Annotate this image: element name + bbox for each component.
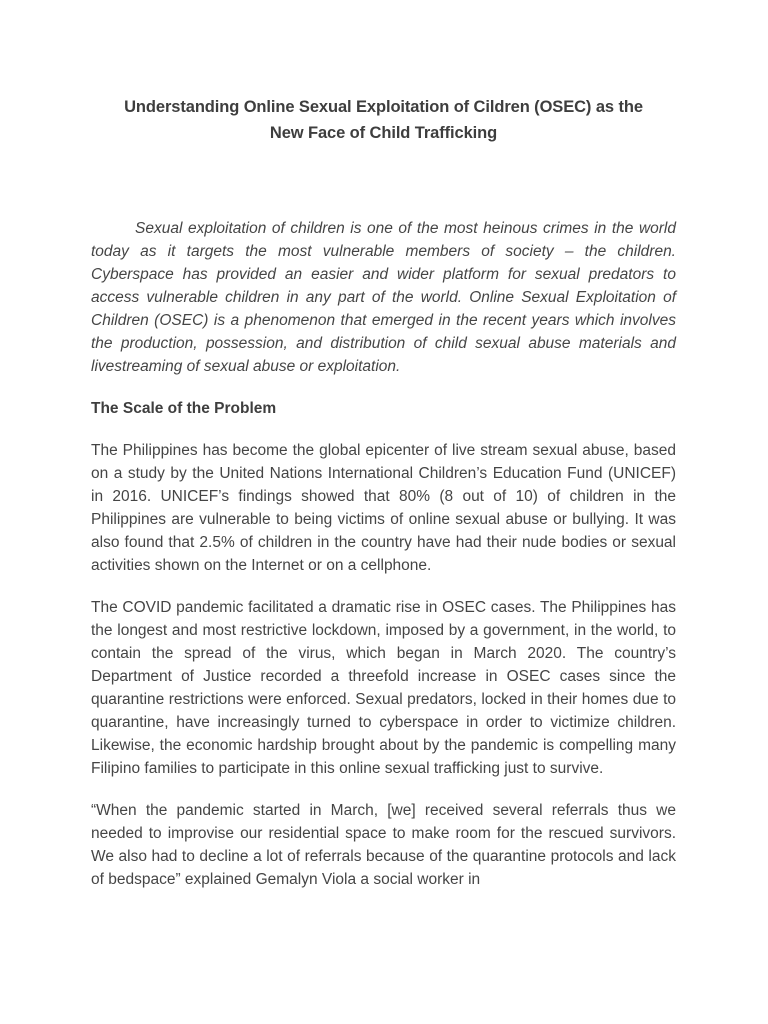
- body-paragraph-1: The Philippines has become the global epicenter of live stream sexual abuse, based on a study by the United Nations International Children’s Education Fund (UNICEF) in 2016. UNICEF’s findings showed that 80% (8 out of 10) of children in the Philippines are vulnerable to being victims of online sexual abuse or bullying. It was also found that 2.5% of children in the country have had their nude bodies or sexual activities shown on the Internet or on a cellphone.: [91, 442, 676, 574]
- document-title-line-2: New Face of Child Trafficking: [269, 124, 498, 142]
- document-page: [91, 94, 676, 891]
- body-paragraph-3: “When the pandemic started in March, [we] received several referrals thus we needed to improvise our residential space to make room for the rescued survivors. We also had to decline a lot of referrals because of the quarantine protocols and lack of bedspace” explained Gemalyn Viola a social worker in: [91, 802, 676, 888]
- body-paragraph-2: The COVID pandemic facilitated a dramatic rise in OSEC cases. The Philippines has the longest and most restrictive lockdown, imposed by a government, in the world, to contain the spread of the virus, which began in March 2020. The country’s Department of Justice recorded a threefold increase in OSEC cases since the quarantine restrictions were enforced. Sexual predators, locked in their homes due to quarantine, have increasingly turned to cyberspace in order to victimize children. Likewise, the economic hardship brought about by the pandemic is compelling many Filipino families to participate in this online sexual trafficking just to survive.: [91, 599, 676, 777]
- document-title: [91, 94, 676, 146]
- document-title-line-1: Understanding Online Sexual Exploitation of Cildren (OSEC) as the: [124, 98, 643, 116]
- section-heading: The Scale of the Problem: [91, 400, 277, 417]
- intro-paragraph: Sexual exploitation of children is one of the most heinous crimes in the world today as it targets the most vulnerable members of society – the children. Cyberspace has provided an easier and wider platform for sexual predators to access vulnerable children in any part of the world. Online Sexual Exploitation of Children (OSEC) is a phenomenon that emerged in the recent years which involves the production, possession, and distribution of child sexual abuse materials and livestreaming of sexual abuse or exploitation.: [91, 220, 676, 375]
